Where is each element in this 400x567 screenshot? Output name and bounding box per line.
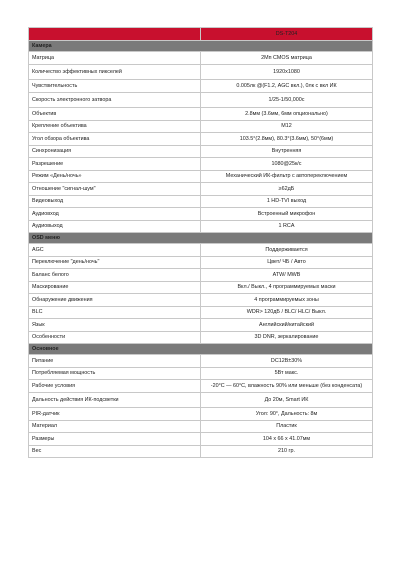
spec-key: Переключение "день/ночь" — [29, 256, 201, 269]
spec-key: PIR-датчик — [29, 408, 201, 421]
spec-row — [29, 80, 373, 93]
model-header-blank — [29, 28, 201, 41]
spec-key: AGC — [29, 244, 201, 257]
spec-value: До 20м, Smart ИК — [201, 392, 373, 408]
spec-value: 4 программируемых зоны — [201, 294, 373, 307]
spec-table-body — [29, 28, 373, 458]
spec-row — [29, 64, 373, 80]
spec-value: 1/25-1/50,000с — [201, 92, 373, 108]
spec-value: 1 RCA — [201, 220, 373, 233]
spec-value: 5Вт макс. — [201, 367, 373, 380]
spec-value: Встроенный микрофон — [201, 208, 373, 221]
spec-key: Угол обзора объектива — [29, 133, 201, 146]
spec-key: Аудиовход — [29, 208, 201, 221]
spec-key: Баланс белого — [29, 269, 201, 282]
spec-row — [29, 208, 373, 221]
spec-key: Матрица — [29, 52, 201, 65]
spec-value: Поддерживается — [201, 244, 373, 257]
spec-row — [29, 120, 373, 133]
spec-value: M12 — [201, 120, 373, 133]
spec-row — [29, 170, 373, 183]
spec-key: Язык — [29, 319, 201, 332]
spec-row — [29, 244, 373, 257]
spec-key: Особенности — [29, 331, 201, 344]
spec-key: BLC — [29, 306, 201, 319]
spec-row — [29, 420, 373, 433]
spec-key: Крепление объектива — [29, 120, 201, 133]
spec-row — [29, 183, 373, 196]
spec-key: Разрешение — [29, 158, 201, 171]
spec-row — [29, 380, 373, 393]
spec-key: Чувствительность — [29, 80, 201, 93]
spec-key: Питание — [29, 355, 201, 368]
spec-key: Синхронизация — [29, 145, 201, 158]
model-name: DS-T204 — [201, 28, 373, 41]
spec-key: Размеры — [29, 433, 201, 446]
spec-key: Аудиовыход — [29, 220, 201, 233]
spec-value: Внутренняя — [201, 145, 373, 158]
spec-key: Вес — [29, 445, 201, 458]
spec-value: Пластик — [201, 420, 373, 433]
spec-row — [29, 306, 373, 319]
spec-value: Вкл./ Выкл., 4 программируемых маски — [201, 281, 373, 294]
spec-row — [29, 281, 373, 294]
spec-row — [29, 220, 373, 233]
spec-table — [28, 27, 373, 458]
spec-value: 1080@25к/с — [201, 158, 373, 171]
spec-value: 0.005лк @(F1.2, AGC вкл.), 0лк с вкл ИК — [201, 80, 373, 93]
spec-key: Потребляемая мощность — [29, 367, 201, 380]
spec-row — [29, 408, 373, 421]
spec-value: Угол: 90°, Дальность: 8м — [201, 408, 373, 421]
spec-row — [29, 158, 373, 171]
spec-row — [29, 145, 373, 158]
spec-row — [29, 331, 373, 344]
section-header — [29, 233, 373, 244]
spec-key: Режим «День/ночь» — [29, 170, 201, 183]
spec-value: 1920x1080 — [201, 64, 373, 80]
spec-row — [29, 108, 373, 121]
spec-key: Материал — [29, 420, 201, 433]
spec-value: 1 HD-TVI выход — [201, 195, 373, 208]
spec-value: ≥62дБ — [201, 183, 373, 196]
spec-value: 3D DNR, зеркалирование — [201, 331, 373, 344]
spec-row — [29, 133, 373, 146]
section-title: Камера — [29, 41, 373, 52]
spec-row — [29, 392, 373, 408]
spec-row — [29, 367, 373, 380]
spec-row — [29, 269, 373, 282]
spec-value: DC12В±30% — [201, 355, 373, 368]
spec-row — [29, 256, 373, 269]
spec-key: Рабочие условия — [29, 380, 201, 393]
spec-row — [29, 195, 373, 208]
spec-key: Объектив — [29, 108, 201, 121]
spec-value: Цвет/ ЧБ / Авто — [201, 256, 373, 269]
spec-key: Отношение "сигнал-шум" — [29, 183, 201, 196]
spec-row — [29, 355, 373, 368]
spec-row — [29, 433, 373, 446]
spec-key: Маскирование — [29, 281, 201, 294]
spec-key: Обнаружение движения — [29, 294, 201, 307]
spec-value: -20°C — 60°C, влажность 90% или меньше (без конденсата) — [201, 380, 373, 393]
spec-row — [29, 52, 373, 65]
section-header — [29, 344, 373, 355]
spec-value: 210 гр. — [201, 445, 373, 458]
spec-value: 2Мп CMOS матрица — [201, 52, 373, 65]
spec-value: 104 x 66 x 41.07мм — [201, 433, 373, 446]
spec-row — [29, 445, 373, 458]
model-header-row — [29, 28, 373, 41]
section-header — [29, 41, 373, 52]
spec-value: Английский/китайский — [201, 319, 373, 332]
spec-value: Механический ИК-фильтр с автопереключением — [201, 170, 373, 183]
spec-row — [29, 294, 373, 307]
spec-key: Скорость электронного затвора — [29, 92, 201, 108]
spec-value: WDR> 120дБ / BLC/ HLC/ Выкл. — [201, 306, 373, 319]
spec-value: 2.8мм (3.6мм, 6мм опционально) — [201, 108, 373, 121]
spec-row — [29, 92, 373, 108]
spec-key: Видеовыход — [29, 195, 201, 208]
spec-key: Дальность действия ИК-подсветки — [29, 392, 201, 408]
spec-row — [29, 319, 373, 332]
spec-value: 103.5°(2.8мм), 80.3°(3.6мм), 50°(6мм) — [201, 133, 373, 146]
section-title: Основное — [29, 344, 373, 355]
spec-key: Количество эффективных пикселей — [29, 64, 201, 80]
spec-value: ATW/ MWB — [201, 269, 373, 282]
section-title: OSD меню — [29, 233, 373, 244]
